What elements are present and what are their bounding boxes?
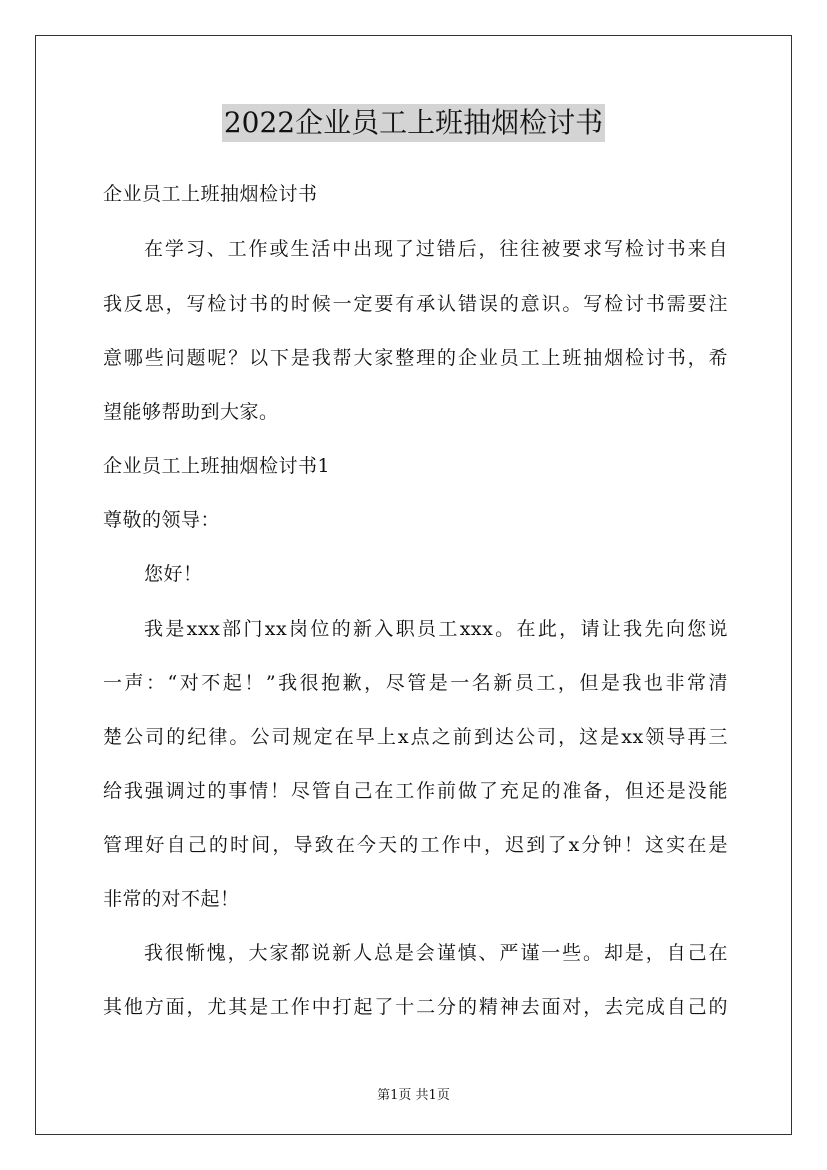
document-title: 2022企业员工上班抽烟检讨书 [222,104,605,142]
paragraph-line: 我是xxx部门xx岗位的新入职员工xxx。在此，请让我先向您说 [144,618,728,640]
greeting: 您好！ [144,563,203,585]
paragraph-line: 楚公司的纪律。公司规定在早上x点之前到达公司，这是xx领导再三 [103,726,728,748]
paragraph-line: 意哪些问题呢？以下是我帮大家整理的企业员工上班抽烟检讨书，希 [103,347,728,369]
section-heading: 企业员工上班抽烟检讨书1 [103,455,331,477]
paragraph-line: 在学习、工作或生活中出现了过错后，往往被要求写检讨书来自 [144,238,728,260]
paragraph-line: 非常的对不起！ [103,888,240,910]
salutation: 尊敬的领导： [103,509,221,531]
paragraph-line: 其他方面，尤其是工作中打起了十二分的精神去面对，去完成自己的 [103,996,728,1018]
subtitle-line: 企业员工上班抽烟检讨书 [103,183,318,205]
paragraph-line: 一声：“对不起！”我很抱歉，尽管是一名新员工，但是我也非常清 [103,672,728,694]
paragraph-line: 管理好自己的时间，导致在今天的工作中，迟到了x分钟！这实在是 [103,834,728,856]
title-container [0,104,827,142]
paragraph-line: 我很惭愧，大家都说新人总是会谨慎、严谨一些。却是，自己在 [144,942,728,964]
page-footer: 第1页 共1页 [377,1088,450,1103]
paragraph-line: 给我强调过的事情！尽管自己在工作前做了充足的准备，但还是没能 [103,780,728,802]
paragraph-line: 望能够帮助到大家。 [103,401,279,423]
paragraph-line: 我反思，写检讨书的时候一定要有承认错误的意识。写检讨书需要注 [103,293,728,315]
